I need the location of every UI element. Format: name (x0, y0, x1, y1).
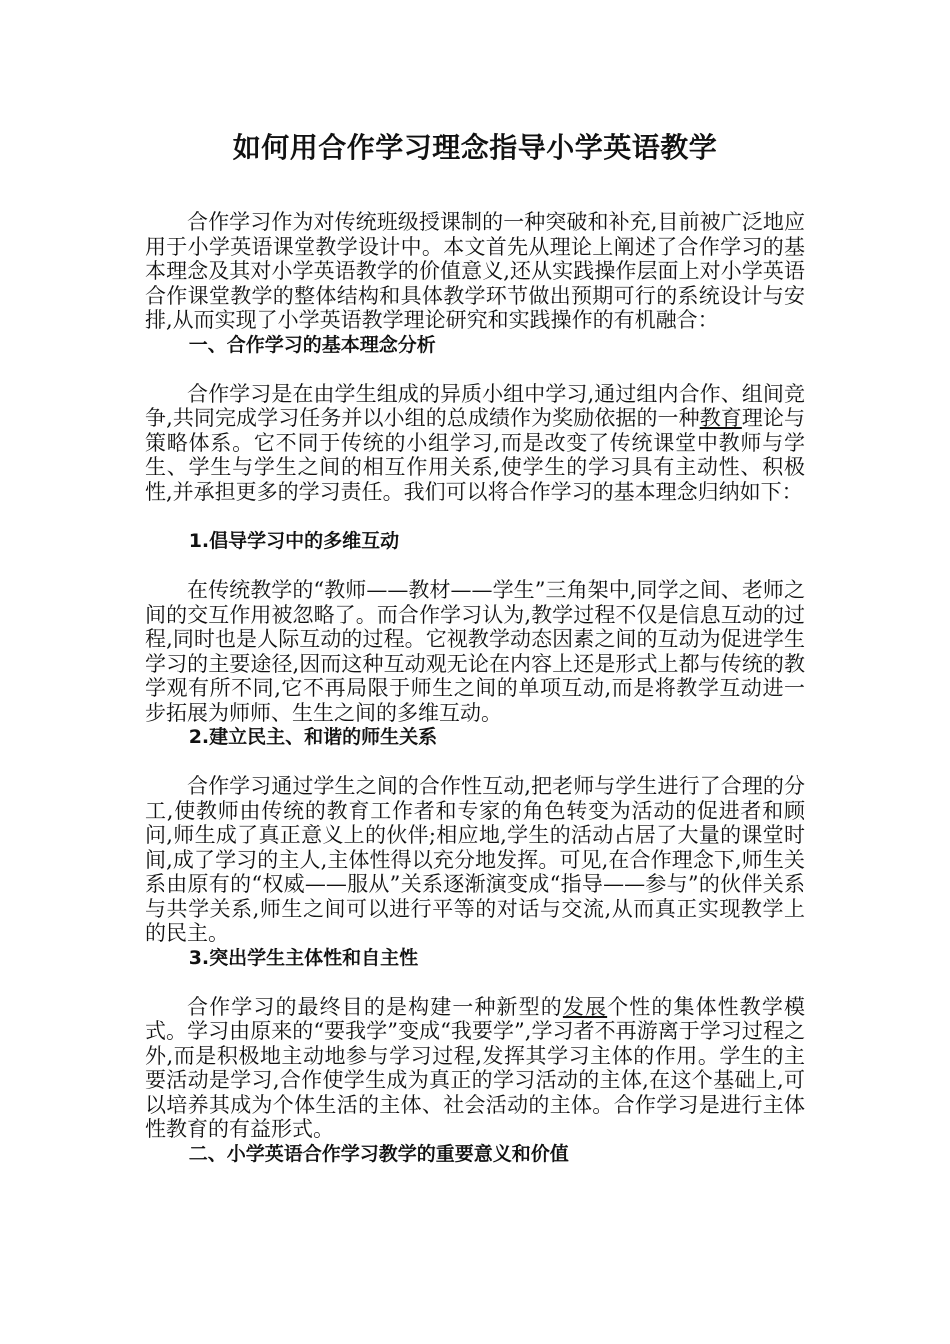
section-1-paragraph (145, 382, 805, 505)
subsection-2-heading: 2.建立民主、和谐的师生关系 (188, 726, 438, 748)
spacer (145, 504, 805, 529)
spacer (145, 553, 805, 578)
subsection-3-heading: 3.突出学生主体性和自主性 (188, 946, 419, 969)
section-1-heading: 一、合作学习的基本理念分析 (188, 333, 436, 356)
subsection-1-paragraph: 在传统教学的“教师——教材——学生”三角架中,同学之间、老师之间的交互作用被忽略了。而合作学习认为,教学过程不仅是信息互动的过程,同时也是人际互动的过程。它视教学动态因素之间的互动为促进学生学习的主要途径,因而这种互动观无论在内容上还是形式上都与传统的教学观有所不同,它不再局限于师生之间的单项互动,而是将教学互动进一步拓展为师师、生生之间的多维互动。 (145, 578, 805, 725)
section-1-text-b: 理论与策略体系。它不同于传统的小组学习,而是改变了传统课堂中教师与学生、学生与学生之间的相互作用关系,使学生的学习具有主动性、积极性,并承担更多的学习责任。我们可以将合作学习的基本理念归纳如下： (145, 406, 805, 504)
education-link[interactable]: 教育 (699, 406, 742, 430)
subsection-1-heading: 1.倡导学习中的多维互动 (188, 530, 400, 552)
spacer (145, 357, 805, 382)
section-1-text-a: 合作学习是在由学生组成的异质小组中学习,通过组内合作、组间竞争,共同完成学习任务并以小组的总成绩作为奖励依据的一种 (145, 381, 805, 430)
spacer (145, 970, 805, 995)
document-title: 如何用合作学习理念指导小学英语教学 (232, 131, 718, 164)
document-page (145, 128, 805, 1166)
intro-paragraph: 合作学习作为对传统班级授课制的一种突破和补充,目前被广泛地应用于小学英语课堂教学设计中。本文首先从理论上阐述了合作学习的基本理念及其对小学英语教学的价值意义,还从实践操作层面上对小学英语合作课堂教学的整体结构和具体教学环节做出预期可行的系统设计与安排,从而实现了小学英语教学理论研究和实践操作的有机融合： (145, 210, 805, 332)
subsection-3-text-b: 个性的集体性教学模式。学习由原来的“要我学”变成“我要学”,学习者不再游离于学习过程之外,而是积极地主动地参与学习过程,发挥其学习主体的作用。学生的主要活动是学习,合作使学生成为真正的学习活动的主体,在这个基础上,可以培养其成为个体生活的主体、社会活动的主体。合作学习是进行主体性教育的有益形式。 (145, 994, 806, 1141)
spacer (145, 749, 805, 774)
subsection-2-paragraph: 合作学习通过学生之间的合作性互动,把老师与学生进行了合理的分工,使教师由传统的教育工作者和专家的角色转变为活动的促进者和顾问,师生成了真正意义上的伙伴;相应地,学生的活动占居了大量的课堂时间,成了学习的主人,主体性得以充分地发挥。可见,在合作理念下,师生关系由原有的“权威——服从”关系逐渐演变成“指导——参与”的伙伴关系与共学关系,师生之间可以进行平等的对话与交流,从而真正实现教学上的民主。 (145, 774, 805, 945)
section-2-heading: 二、小学英语合作学习教学的重要意义和价值 (188, 1142, 569, 1165)
subsection-3-paragraph (145, 995, 805, 1142)
development-link[interactable]: 发展 (562, 994, 608, 1019)
subsection-3-text-a: 合作学习的最终目的是构建一种新型的 (187, 994, 563, 1019)
